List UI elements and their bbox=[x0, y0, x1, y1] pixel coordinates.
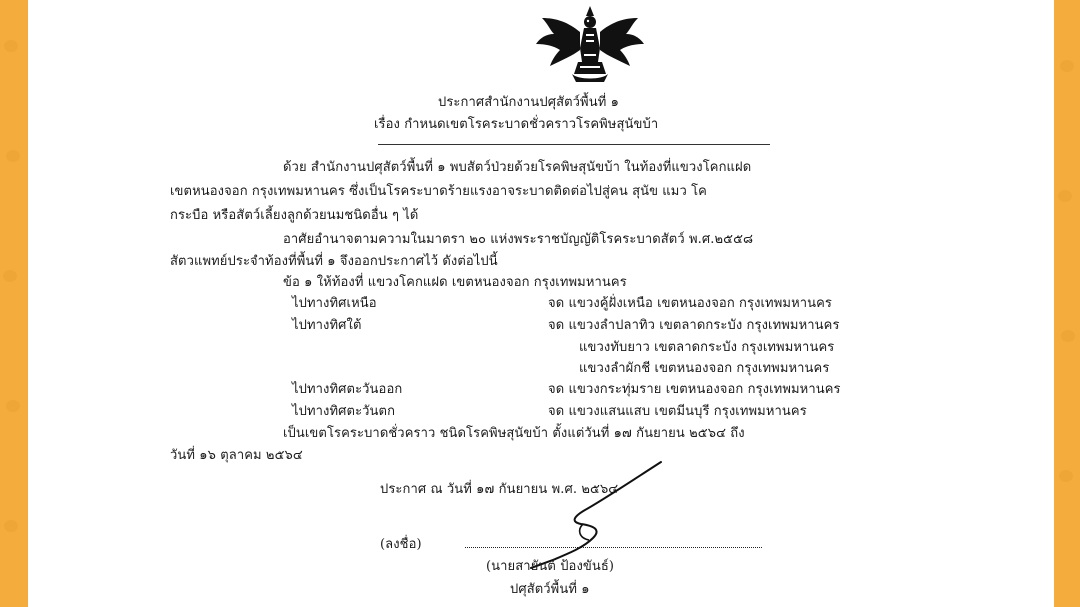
clause-1: ข้อ ๑ ให้ท้องที่ แขวงโคกแฝด เขตหนองจอก กรุงเทพมหานคร bbox=[283, 275, 627, 290]
document-page bbox=[28, 0, 1054, 607]
paragraph-1-line-1: ด้วย สำนักงานปศุสัตว์พื้นที่ ๑ พบสัตว์ป่วยด้วยโรคพิษสุนัขบ้า ในท้องที่แขวงโคกแฝด bbox=[283, 160, 752, 175]
title-divider bbox=[378, 144, 770, 145]
paragraph-3-line-2: วันที่ ๑๖ ตุลาคม ๒๕๖๔ bbox=[170, 448, 303, 463]
left-border bbox=[0, 0, 28, 607]
south-label: ไปทางทิศใต้ bbox=[292, 318, 362, 333]
signature-mark bbox=[523, 460, 673, 570]
paragraph-2-line-2: สัตวแพทย์ประจำท้องที่พื้นที่ ๑ จึงออกประกาศไว้ ดังต่อไปนี้ bbox=[170, 254, 498, 269]
east-value: จด แขวงกระทุ่มราย เขตหนองจอก กรุงเทพมหานคร bbox=[548, 382, 841, 397]
west-label: ไปทางทิศตะวันตก bbox=[292, 404, 396, 419]
north-value: จด แขวงคู้ฝั่งเหนือ เขตหนองจอก กรุงเทพมหานคร bbox=[548, 296, 833, 311]
south-value-2: แขวงทับยาว เขตลาดกระบัง กรุงเทพมหานคร bbox=[579, 340, 835, 355]
south-value: จด แขวงลำปลาทิว เขตลาดกระบัง กรุงเทพมหานคร bbox=[548, 318, 840, 333]
right-border bbox=[1054, 0, 1080, 607]
announcement-title: ประกาศสำนักงานปศุสัตว์พื้นที่ ๑ bbox=[438, 95, 619, 110]
signer-name: (นายสายันต์ ป้องขันธ์) bbox=[486, 559, 615, 574]
sign-label: (ลงชื่อ) bbox=[380, 537, 422, 552]
east-label: ไปทางทิศตะวันออก bbox=[292, 382, 403, 397]
west-value: จด แขวงแสนแสบ เขตมีนบุรี กรุงเทพมหานคร bbox=[548, 404, 807, 419]
paragraph-2-line-1: อาศัยอำนาจตามความในมาตรา ๒๐ แห่งพระราชบัญญัติโรคระบาดสัตว์ พ.ศ.๒๕๕๘ bbox=[283, 232, 754, 247]
garuda-emblem-icon bbox=[528, 4, 652, 84]
paragraph-1-line-3: กระบือ หรือสัตว์เลี้ยงลูกด้วยนมชนิดอื่น ๆ ได้ bbox=[170, 208, 419, 223]
announcement-subject: เรื่อง กำหนดเขตโรคระบาดชั่วคราวโรคพิษสุนัขบ้า bbox=[374, 117, 659, 132]
announce-date: ประกาศ ณ วันที่ ๑๗ กันยายน พ.ศ. ๒๕๖๔ bbox=[380, 482, 619, 497]
paragraph-1-line-2: เขตหนองจอก กรุงเทพมหานคร ซึ่งเป็นโรคระบาดร้ายแรงอาจระบาดติดต่อไปสู่คน สุนัข แมว โค bbox=[170, 184, 707, 199]
south-value-3: แขวงลำผักชี เขตหนองจอก กรุงเทพมหานคร bbox=[579, 361, 830, 376]
signer-position: ปศุสัตว์พื้นที่ ๑ bbox=[510, 582, 590, 597]
paragraph-3-line-1: เป็นเขตโรคระบาดชั่วคราว ชนิดโรคพิษสุนัขบ้า ตั้งแต่วันที่ ๑๗ กันยายน ๒๕๖๔ ถึง bbox=[283, 426, 745, 441]
north-label: ไปทางทิศเหนือ bbox=[292, 296, 377, 311]
